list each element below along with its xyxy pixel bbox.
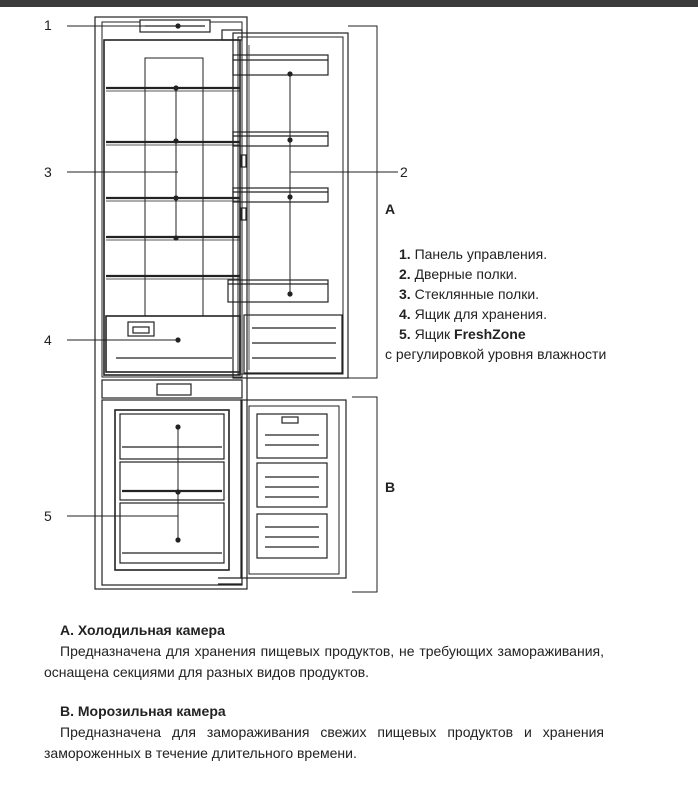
section-a-heading: A. Холодильная камера [60,622,225,638]
section-a-text: Предназначена для хранения пищевых продуктов, не требующих замораживания, оснащена секциями для разных видов продуктов. [44,643,604,680]
freshzone-drawers [120,414,224,563]
legend-item: 5. Ящик FreshZone [399,326,526,342]
door-shelves [228,55,328,302]
legend-item: 2. Дверные полки. [399,266,518,282]
legend [385,244,606,364]
storage-drawer [106,316,240,372]
callout-5: 5 [44,508,52,524]
legend-item: 4. Ящик для хранения. [399,306,547,322]
legend-item: 3. Стеклянные полки. [399,286,540,302]
callout-2: 2 [400,164,408,180]
section-label-b: B [385,479,396,495]
callout-1: 1 [44,17,52,33]
section-b-text: Предназначена для замораживания свежих пищевых продуктов и хранения замороженных в течение длительного времени. [44,724,604,761]
section-label-a: A [385,201,396,217]
bracket-b [352,397,377,592]
section-b-heading: B. Морозильная камера [60,703,226,719]
legend-item: 1. Панель управления. [399,246,548,262]
bracket-a [348,26,377,378]
glass-shelves [106,88,240,276]
callout-4: 4 [44,332,52,348]
legend-item-continuation: с регулировкой уровня влажности [385,346,607,362]
section-b-description [44,701,604,764]
callout-3: 3 [44,164,52,180]
section-a-description [44,620,604,683]
